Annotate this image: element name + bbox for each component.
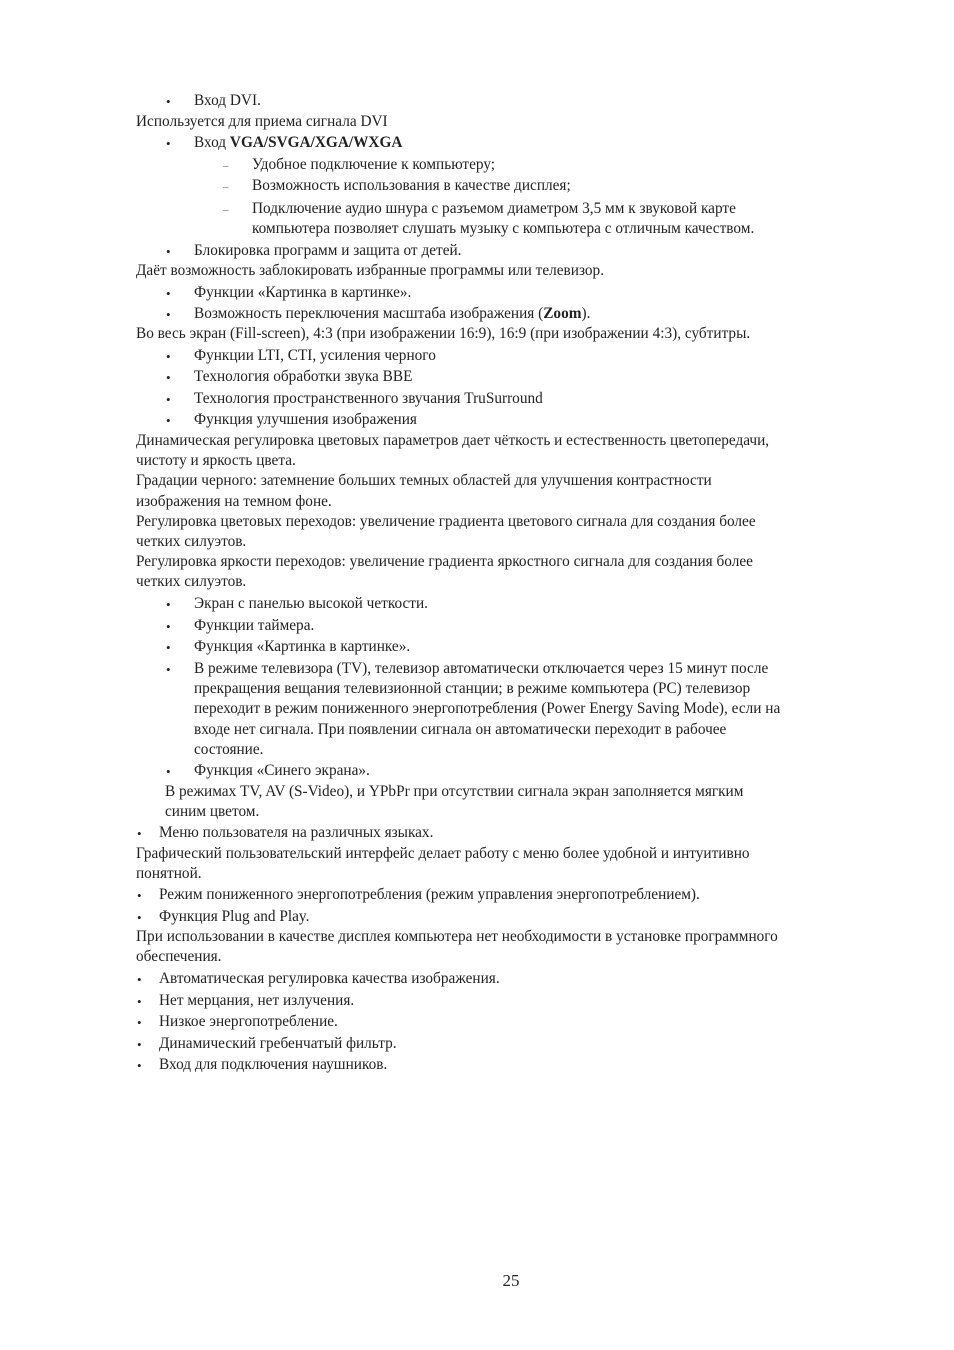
paragraph-line: четких силуэтов. bbox=[136, 573, 247, 590]
page-number: 25 bbox=[502, 1271, 520, 1290]
bullet-marker: • bbox=[137, 888, 142, 903]
list-item: Экран с панелью высокой четкости. bbox=[194, 595, 428, 612]
paragraph-line: Динамическая регулировка цветовых параметров дает чёткость и естественность цветопередачи, bbox=[136, 432, 770, 449]
list-item: Функции LTI, CTI, усиления черного bbox=[194, 347, 436, 364]
list-item: Технология обработки звука BBE bbox=[194, 368, 413, 385]
bullet-marker: • bbox=[166, 619, 171, 634]
bullet-marker: • bbox=[137, 994, 142, 1009]
list-item: Функции таймера. bbox=[194, 617, 315, 634]
bullet-marker: • bbox=[137, 1037, 142, 1052]
sub-list-item-continuation: компьютера позволяет слушать музыку с компьютера с отличным качеством. bbox=[252, 220, 755, 237]
list-item: Нет мерцания, нет излучения. bbox=[159, 992, 355, 1009]
paragraph-line: Регулировка цветовых переходов: увеличение градиента цветового сигнала для создания более bbox=[136, 513, 756, 530]
list-item: Низкое энергопотребление. bbox=[159, 1013, 338, 1030]
indented-paragraph-line: синим цветом. bbox=[165, 803, 260, 820]
dash-marker: – bbox=[223, 160, 229, 172]
bullet-marker: • bbox=[137, 1015, 142, 1030]
list-item: Вход для подключения наушников. bbox=[159, 1056, 388, 1073]
indented-paragraph-line: В режимах TV, AV (S-Video), и YPbPr при отсутствии сигнала экран заполняется мягким bbox=[165, 783, 744, 800]
bullet-marker: • bbox=[166, 370, 171, 385]
bullet-marker: • bbox=[137, 826, 142, 841]
paragraph-line: обеспечения. bbox=[136, 948, 222, 965]
paragraph-line: Используется для приема сигнала DVI bbox=[136, 113, 388, 130]
list-item: Функция Plug and Play. bbox=[159, 908, 310, 925]
bold-text: VGA/SVGA/XGA/WXGA bbox=[229, 134, 403, 151]
list-item-continuation: входе нет сигнала. При появлении сигнала он автоматически переходит в рабочее bbox=[194, 721, 727, 738]
bullet-marker: • bbox=[166, 413, 171, 428]
bold-text: Zoom bbox=[543, 305, 582, 322]
list-item: Режим пониженного энергопотребления (режим управления энергопотреблением). bbox=[159, 886, 700, 903]
list-item: Вход DVI. bbox=[194, 92, 261, 109]
bullet-marker: • bbox=[166, 597, 171, 612]
bullet-marker: • bbox=[166, 764, 171, 779]
list-item: Меню пользователя на различных языках. bbox=[159, 824, 434, 841]
list-item: Технология пространственного звучания TruSurround bbox=[194, 390, 543, 407]
bullet-marker: • bbox=[166, 244, 171, 259]
bullet-marker: • bbox=[166, 94, 171, 109]
paragraph-line: Во весь экран (Fill-screen), 4:3 (при изображении 16:9), 16:9 (при изображении 4:3), субтитры. bbox=[136, 325, 751, 342]
list-item: Возможность переключения масштаба изображения (Zoom). bbox=[194, 305, 591, 322]
list-item: Функция улучшения изображения bbox=[194, 411, 417, 428]
paragraph-line: Графический пользовательский интерфейс делает работу с меню более удобной и интуитивно bbox=[136, 845, 750, 862]
list-item: Динамический гребенчатый фильтр. bbox=[159, 1035, 397, 1052]
paragraph-line: чистоту и яркость цвета. bbox=[136, 452, 296, 469]
list-item: Блокировка программ и защита от детей. bbox=[194, 242, 462, 259]
bullet-marker: • bbox=[166, 286, 171, 301]
paragraph-line: Градации черного: затемнение больших темных областей для улучшения контрастности bbox=[136, 472, 712, 489]
paragraph-line: изображения на темном фоне. bbox=[136, 493, 332, 510]
list-item: Автоматическая регулировка качества изображения. bbox=[159, 970, 500, 987]
paragraph-line: понятной. bbox=[136, 865, 202, 882]
sub-list-item: Возможность использования в качестве дисплея; bbox=[252, 177, 571, 194]
dash-marker: – bbox=[223, 204, 229, 216]
bullet-marker: • bbox=[166, 349, 171, 364]
list-item: Вход VGA/SVGA/XGA/WXGA bbox=[194, 134, 403, 151]
bullet-marker: • bbox=[166, 640, 171, 655]
paragraph-line: При использовании в качестве дисплея компьютера нет необходимости в установке программного bbox=[136, 928, 778, 945]
bullet-marker: • bbox=[137, 972, 142, 987]
bullet-marker: • bbox=[137, 1058, 142, 1073]
list-item: Функция «Картинка в картинке». bbox=[194, 638, 411, 655]
paragraph-line: четких силуэтов. bbox=[136, 533, 247, 550]
bullet-marker: • bbox=[137, 910, 142, 925]
list-item: В режиме телевизора (TV), телевизор автоматически отключается через 15 минут после bbox=[194, 660, 769, 677]
bullet-marker: • bbox=[166, 307, 171, 322]
list-item-continuation: переходит в режим пониженного энергопотребления (Power Energy Saving Mode), если на bbox=[194, 700, 781, 717]
paragraph-line: Даёт возможность заблокировать избранные программы или телевизор. bbox=[136, 262, 605, 279]
paragraph-line: Регулировка яркости переходов: увеличение градиента яркостного сигнала для создания более bbox=[136, 553, 753, 570]
bullet-marker: • bbox=[166, 662, 171, 677]
bullet-marker: • bbox=[166, 136, 171, 151]
sub-list-item: Удобное подключение к компьютеру; bbox=[252, 156, 496, 173]
dash-marker: – bbox=[223, 181, 229, 193]
list-item-continuation: состояние. bbox=[194, 741, 264, 758]
sub-list-item: Подключение аудио шнура с разъемом диаметром 3,5 мм к звуковой карте bbox=[252, 200, 736, 217]
list-item: Функции «Картинка в картинке». bbox=[194, 284, 412, 301]
list-item: Функция «Синего экрана». bbox=[194, 762, 370, 779]
bullet-marker: • bbox=[166, 392, 171, 407]
list-item-continuation: прекращения вещания телевизионной станции; в режиме компьютера (PC) телевизор bbox=[194, 680, 751, 697]
